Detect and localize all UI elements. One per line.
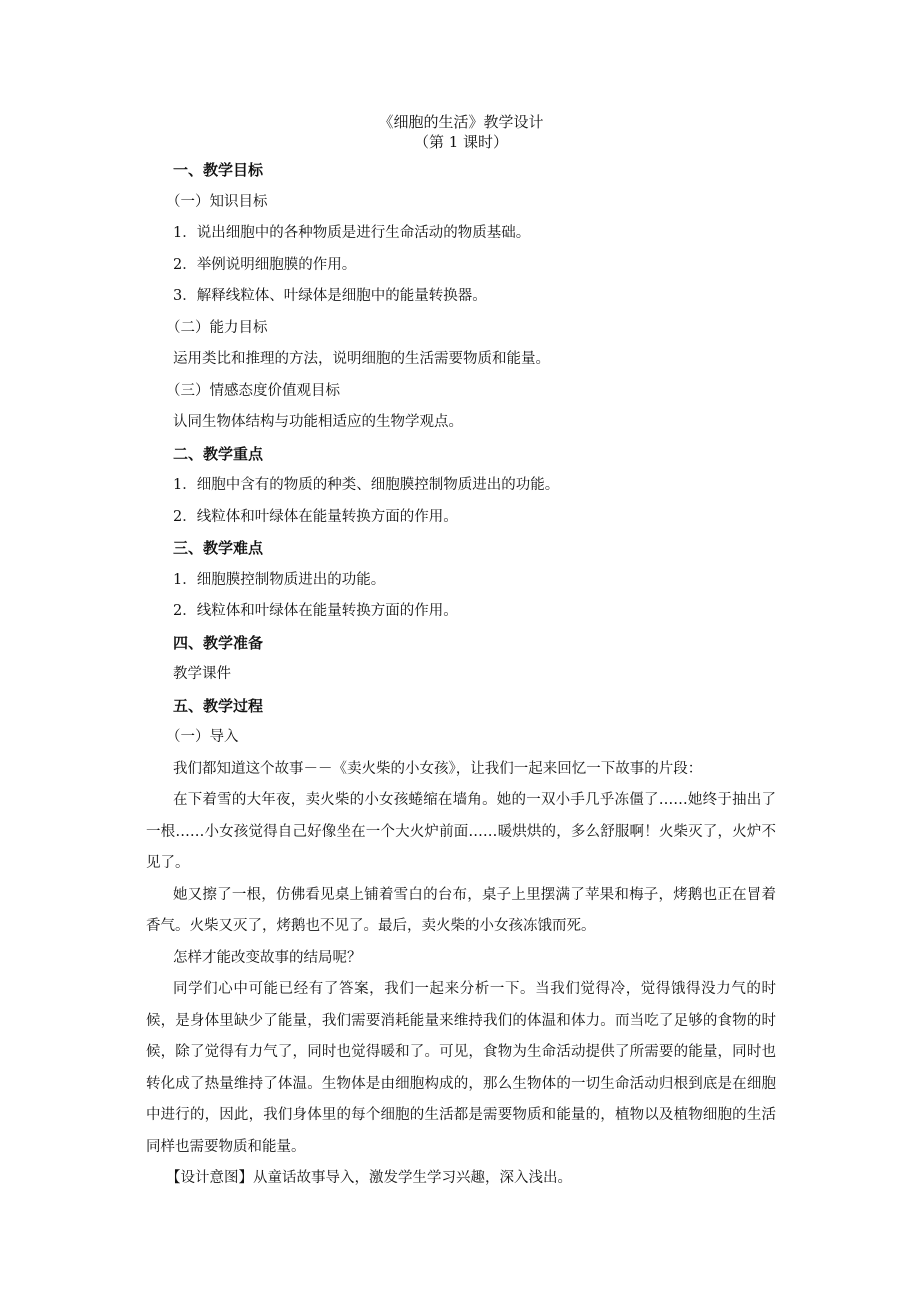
difficulty-2: 2．线粒体和叶绿体在能量转换方面的作用。 [173, 603, 458, 619]
document-title: 《细胞的生活》教学设计 [378, 113, 544, 131]
emotion-item: 认同生物体结构与功能相适应的生物学观点。 [173, 414, 463, 430]
knowledge-item-3: 3．解释线粒体、叶绿体是细胞中的能量转换器。 [173, 288, 487, 304]
intro-paragraph-3: 她又擦了一根，仿佛看见桌上铺着雪白的台布，桌子上里摆满了苹果和梅子，烤鹅也正在冒着香气。火柴又灭了，烤鹅也不见了。最后，卖火柴的小女孩冻饿而死。 [146, 886, 776, 934]
section-heading-difficulties: 三、教学难点 [173, 539, 264, 557]
document-subtitle: （第 1 课时） [413, 133, 509, 151]
preparation-item: 教学课件 [173, 666, 231, 682]
knowledge-item-1: 1．说出细胞中的各种物质是进行生命活动的物质基础。 [173, 225, 531, 241]
intro-paragraph-1: 我们都知道这个故事－－《卖火柴的小女孩》，让我们一起来回忆一下故事的片段： [173, 760, 703, 777]
key-point-1: 1．细胞中含有的物质的种类、细胞膜控制物质进出的功能。 [173, 477, 560, 493]
section-heading-preparation: 四、教学准备 [173, 633, 264, 652]
subheading-knowledge: （一）知识目标 [166, 193, 268, 210]
intro-paragraph-5: 同学们心中可能已经有了答案，我们一起来分析一下。当我们觉得冷，觉得饿得没力气的时候，是身体里缺少了能量，我们需要消耗能量来维持我们的体温和体力。而当吃了足够的食物的时候，除了觉得有力气了，同时也觉得暖和了。可见，食物为生命活动提供了所需要的能量，同时也转化成了热量维持了体温。生物体是由细胞构成的，那么生物体的一切生命活动归根到底是在细胞中进行的，因此，我们身体里的每个细胞的生活都是需要物质和能量的，植物以及植物细胞的生活同样也需要物质和能量。 [146, 981, 776, 1155]
subheading-emotion: （三）情感态度价值观目标 [166, 382, 340, 399]
intro-paragraph-4: 怎样才能改变故事的结局呢？ [173, 949, 362, 966]
difficulty-1: 1．细胞膜控制物质进出的功能。 [173, 571, 386, 588]
subheading-ability: （二）能力目标 [166, 319, 268, 336]
section-heading-key-points: 二、教学重点 [173, 444, 264, 463]
knowledge-item-2: 2．举例说明细胞膜的作用。 [173, 256, 357, 273]
key-point-2: 2．线粒体和叶绿体在能量转换方面的作用。 [173, 508, 458, 525]
document-body [146, 112, 776, 1195]
intro-paragraph-2: 在下着雪的大年夜，卖火柴的小女孩蜷缩在墙角。她的一双小手几乎冻僵了……她终于抽出了一根……小女孩觉得自己好像坐在一个大火炉前面……暖烘烘的，多么舒服啊！火柴灭了，火炉不见了。 [146, 792, 776, 871]
section-heading-process: 五、教学过程 [173, 696, 264, 715]
subheading-introduction: （一）导入 [166, 729, 239, 745]
section-heading-objectives: 一、教学目标 [173, 161, 264, 179]
ability-item: 运用类比和推理的方法，说明细胞的生活需要物质和能量。 [173, 351, 550, 367]
design-intent: 【设计意图】从童话故事导入，激发学生学习兴趣，深入浅出。 [166, 1170, 572, 1186]
